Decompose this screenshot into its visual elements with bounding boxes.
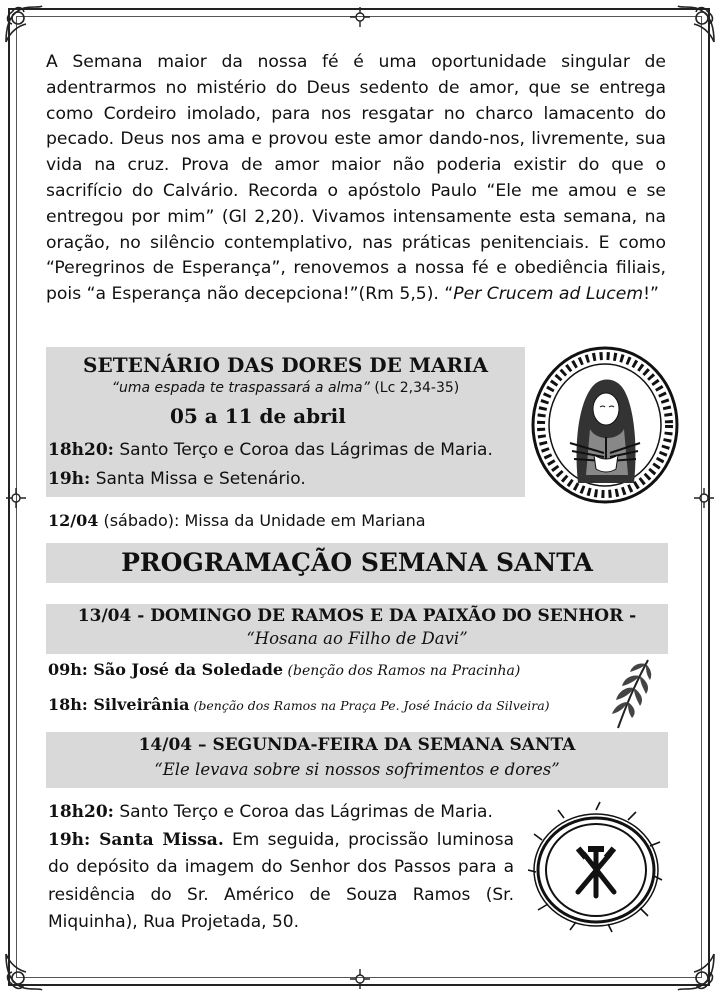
segunda-body [48,799,514,937]
palm-branch-icon [608,656,656,730]
domingo-item [48,695,550,714]
setenario-dates: 05 a 11 de abril [170,404,346,428]
segunda-item [48,799,514,827]
domingo-item [48,660,520,679]
unidade-text: (sábado): Missa da Unidade em Mariana [98,511,426,530]
setenario-title: SETENÁRIO DAS DORES DE MARIA [83,353,488,377]
segunda-subtitle: “Ele levava sobre si nossos sofrimentos e dores” [154,760,560,779]
setenario-box [46,347,525,497]
unidade-date: 12/04 [48,511,99,530]
unidade-line [48,511,426,530]
edge-ornament-icon [348,5,372,29]
domingo-subtitle: “Hosana ao Filho de Davi” [246,629,468,648]
edge-ornament-icon [692,486,716,510]
programacao-header [46,543,668,583]
corner-ornament-icon [674,2,718,46]
segunda-item-time: 18h20: [48,802,114,822]
segunda-item-text: Em seguida, procissão luminosa do depósito da imagem do Senhor dos Passos para a residência do Sr. Américo de Souza Ramos (Sr. Miquinha), Rua Projetada, 50. [48,829,515,932]
our-lady-of-sorrows-icon [530,345,680,505]
setenario-item-text: Santo Terço e Coroa das Lágrimas de Maria. [113,440,493,460]
programacao-title: PROGRAMAÇÃO SEMANA SANTA [121,548,593,577]
domingo-title: 13/04 - DOMINGO DE RAMOS E DA PAIXÃO DO SENHOR - [77,606,637,626]
segunda-header [46,732,668,788]
intro-text: A Semana maior da nossa fé é uma oportunidade singular de adentrarmos no mistério do Deus sedento de amor, que se entrega como Cordeiro imolado, para nos resgatar no charco lamacento do pecado. Deus nos ama e provou este amor dando-nos, livremente, sua vida na cruz. Prova de amor maior não poderia existir do que o sacrifício do Calvário. Recorda o apóstolo Paulo “Ele me amou e se entregou por mim” (Gl 2,20). Vivamos intensamente esta semana, na oração, no silêncio contemplativo, nas práticas penitenciais. E como “Peregrinos de Esperança”, renovemos a nossa fé e obediência filiais, pois “a Esperança não decepciona!”(Rm 5,5). “ [46,52,666,305]
setenario-quote-ref: (Lc 2,34-35) [369,380,460,396]
corner-ornament-icon [2,2,46,46]
edge-ornament-icon [348,967,372,991]
setenario-quote [46,380,525,396]
segunda-item-time: 19h: Santa Missa. [48,829,224,850]
setenario-item-text: Santa Missa e Setenário. [90,469,306,489]
intro-latin-motto: Per Crucem ad Lucem [453,284,644,305]
domingo-item-note: (benção dos Ramos na Pracinha) [283,663,521,679]
segunda-title: 14/04 – SEGUNDA-FEIRA DA SEMANA SANTA [138,735,576,755]
crown-of-thorns-icon [528,800,664,936]
domingo-item-time: 18h: Silveirânia [48,695,190,714]
setenario-quote-text: “uma espada te traspassará a alma” [111,380,370,396]
corner-ornament-icon [2,950,46,994]
setenario-item [48,469,306,489]
setenario-item-time: 18h20: [48,440,114,460]
segunda-item-text: Santo Terço e Coroa das Lágrimas de Maria. [113,802,493,822]
domingo-item-time: 09h: São José da Soledade [48,660,284,679]
corner-ornament-icon [674,950,718,994]
domingo-item-note: (benção dos Ramos na Praça Pe. José Inácio da Silveira) [189,698,550,713]
intro-text-end: !” [643,284,659,305]
setenario-item [48,440,493,460]
segunda-item [48,827,514,937]
setenario-item-time: 19h: [48,469,91,489]
intro-paragraph [46,50,666,308]
edge-ornament-icon [4,486,28,510]
domingo-header [46,604,668,654]
